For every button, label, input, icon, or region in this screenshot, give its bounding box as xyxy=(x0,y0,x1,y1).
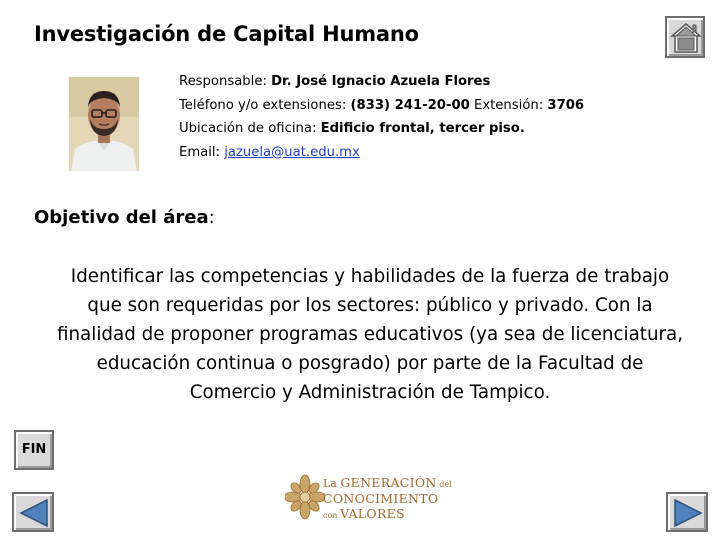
logo-line-1-prefix: La xyxy=(323,477,341,490)
logo-line-3-main: VALORES xyxy=(340,506,405,521)
home-button[interactable] xyxy=(665,16,705,58)
responsable-photo xyxy=(69,77,139,171)
logo-line-2-main: CONOCIMIENTO xyxy=(323,491,439,506)
objective-line: Comercio y Administración de Tampico. xyxy=(189,382,551,403)
email-label: Email: xyxy=(179,144,225,160)
fin-button[interactable]: FIN xyxy=(14,430,54,470)
generacion-conocimiento-logo xyxy=(285,474,452,522)
page-title: Investigación de Capital Humano xyxy=(34,22,419,46)
objective-text xyxy=(20,262,720,407)
telefono-line xyxy=(179,94,584,118)
logo-line-1 xyxy=(323,476,452,492)
ubicacion-label: Ubicación de oficina: xyxy=(179,121,321,136)
objective-heading-colon: : xyxy=(208,207,215,228)
logo-line-3 xyxy=(323,507,452,523)
next-button[interactable] xyxy=(666,492,708,532)
logo-line-3-prefix: con xyxy=(323,511,340,520)
flower-emblem-icon xyxy=(285,474,325,520)
objective-line: que son requeridas por los sectores: público y privado. Con la xyxy=(87,295,653,316)
responsable-label: Responsable: xyxy=(179,74,272,89)
extension-value: 3706 xyxy=(547,97,585,113)
extension-label: Extensión: xyxy=(469,97,548,113)
responsable-value: Dr. José Ignacio Azuela Flores xyxy=(271,74,491,89)
objective-line: finalidad de proponer programas educativos (ya sea de licenciatura, xyxy=(56,324,684,345)
triangle-left-icon xyxy=(17,497,51,529)
logo-line-1-main: GENERACIÓN xyxy=(340,475,437,490)
email-line xyxy=(179,141,584,165)
logo-text xyxy=(323,476,452,523)
logo-line-2 xyxy=(323,492,452,507)
objective-line: educación continua o posgrado) por parte de la Facultad de xyxy=(96,353,644,374)
home-icon xyxy=(670,21,702,55)
ubicacion-end: . xyxy=(519,121,525,136)
responsable-line xyxy=(179,70,584,94)
objective-heading xyxy=(34,207,215,228)
telefono-value: (833) 241-20-00 xyxy=(350,97,470,113)
contact-info xyxy=(179,70,584,164)
objective-line: Identificar las competencias y habilidades de la fuerza de trabajo xyxy=(70,266,670,287)
logo-line-1-suffix: del xyxy=(436,480,452,489)
telefono-label: Teléfono y/o extensiones: xyxy=(179,97,351,113)
triangle-right-icon xyxy=(671,497,705,529)
ubicacion-value: Edificio frontal, tercer piso xyxy=(320,121,520,136)
objective-heading-text: Objetivo del área xyxy=(34,207,209,228)
ubicacion-line xyxy=(179,117,584,141)
email-link[interactable]: jazuela@uat.edu.mx xyxy=(224,144,360,160)
previous-button[interactable] xyxy=(12,492,54,532)
